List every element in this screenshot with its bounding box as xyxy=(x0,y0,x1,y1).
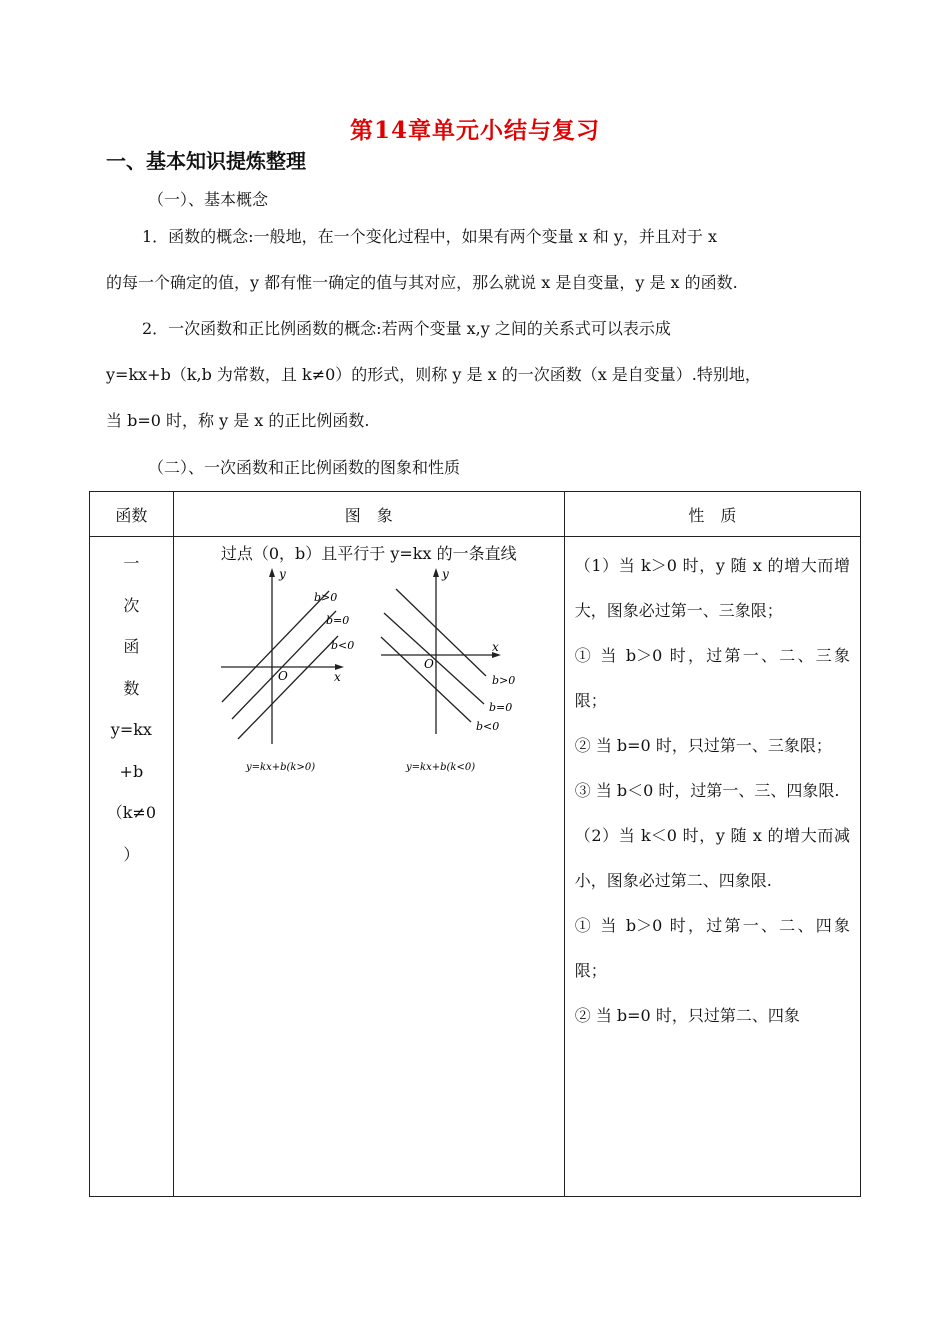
line-b-positive-right xyxy=(396,589,486,676)
header-graph: 图 象 xyxy=(173,492,564,537)
para1-line1: 1．函数的概念:一般地，在一个变化过程中，如果有两个变量 x 和 y，并且对于 x xyxy=(142,227,718,246)
origin-right: O xyxy=(423,657,434,671)
func-line: ） xyxy=(123,844,140,864)
func-line: 一 xyxy=(123,554,140,573)
section-heading: 一、基本知识提炼整理 xyxy=(106,149,306,173)
properties-cell xyxy=(564,537,860,1197)
label-b-positive-right: b>0 xyxy=(491,674,515,687)
line-b-zero-right xyxy=(384,613,484,704)
property-item: ② 当 b=0 时，只过第一、三象限； xyxy=(574,736,832,755)
label-b-negative-left: b<0 xyxy=(330,639,354,652)
label-b-zero-right: b=0 xyxy=(488,701,512,714)
label-b-zero-left: b=0 xyxy=(325,614,349,627)
func-line: y=kx xyxy=(110,720,152,739)
line-b-negative-left xyxy=(238,636,338,739)
para2-line3: 当 b=0 时，称 y 是 x 的正比例函数. xyxy=(106,411,370,430)
graph-cell xyxy=(173,537,564,1197)
para1-line2: 的每一个确定的值，y 都有惟一确定的值与其对应，那么就说 x 是自变量，y 是 x 的函数. xyxy=(106,273,738,292)
y-arrow-left xyxy=(269,568,275,577)
para2-line2: y=kx+b（k,b 为常数，且 k≠0）的形式，则称 y 是 x 的一次函数（x 是自变量）.特别地， xyxy=(106,365,761,384)
subsection-graphs-properties: （二）、一次函数和正比例函数的图象和性质 xyxy=(148,458,461,477)
graph-k-negative xyxy=(381,568,501,734)
line-b-positive-left xyxy=(222,591,329,702)
y-label-left: y xyxy=(278,567,286,581)
function-name-cell xyxy=(90,537,174,1197)
y-label-right: y xyxy=(441,567,449,581)
func-line: （k≠0 xyxy=(106,803,157,822)
y-arrow-right xyxy=(433,568,439,577)
x-label-left: x xyxy=(333,670,341,684)
func-line: 数 xyxy=(123,678,140,698)
paragraph-linear-function-concept xyxy=(106,306,852,444)
property-item: ① 当 b＞0 时，过第一、二、四象限； xyxy=(574,916,850,980)
property-item: （2）当 k＜0 时，y 随 x 的增大而减小，图象必过第二、四象限. xyxy=(574,826,850,890)
para2-line1: 2．一次函数和正比例函数的概念:若两个变量 x,y 之间的关系式可以表示成 xyxy=(142,319,671,338)
x-label-right: x xyxy=(491,640,499,654)
table-row xyxy=(90,537,861,1197)
func-line: 函 xyxy=(123,637,140,656)
graphs-figure xyxy=(174,564,564,774)
label-b-positive-left: b>0 xyxy=(313,591,337,604)
table-header-row xyxy=(90,492,861,537)
caption-right: y=kx+b(k<0) xyxy=(405,762,475,773)
linear-graphs-svg xyxy=(174,564,564,779)
header-function: 函数 xyxy=(90,492,174,537)
property-item: ③ 当 b＜0 时，过第一、三、四象限. xyxy=(574,781,840,800)
func-line: +b xyxy=(119,761,144,781)
origin-left: O xyxy=(277,669,288,683)
func-line: 次 xyxy=(123,595,140,615)
line-b-zero-left xyxy=(232,611,336,719)
property-item: （1）当 k＞0 时，y 随 x 的增大而增大，图象必过第一、三象限； xyxy=(574,556,850,620)
properties-table xyxy=(89,491,861,1197)
page-title: 第14章单元小结与复习 xyxy=(349,117,600,144)
header-properties: 性 质 xyxy=(564,492,860,537)
property-item: ① 当 b＞0 时，过第一、二、三象限； xyxy=(574,646,850,710)
caption-left: y=kx+b(k>0) xyxy=(245,762,315,773)
label-b-negative-right: b<0 xyxy=(475,720,499,733)
graph-description: 过点（0，b）且平行于 y=kx 的一条直线 xyxy=(220,544,517,563)
paragraph-function-concept xyxy=(106,214,852,306)
subsection-basic-concepts: （一）、基本概念 xyxy=(148,190,269,209)
property-item: ② 当 b=0 时，只过第二、四象 xyxy=(574,1006,800,1025)
